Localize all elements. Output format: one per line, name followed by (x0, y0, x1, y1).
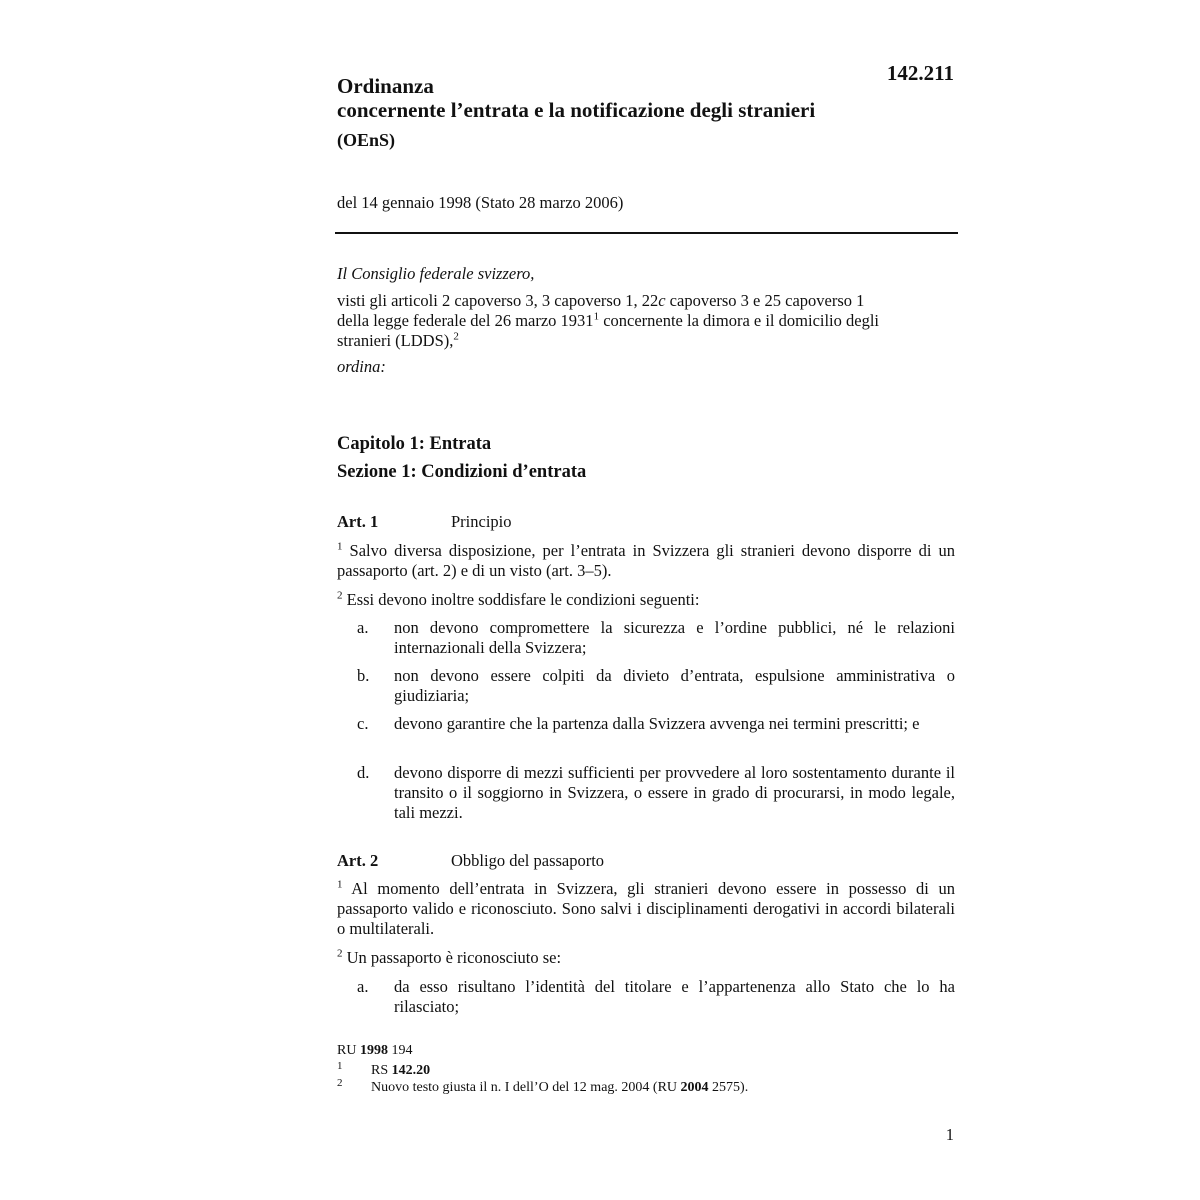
title-abbreviation: (OEnS) (337, 130, 396, 150)
footnote-ru-reference: RU 1998 194 (337, 1043, 413, 1058)
ingress-author: Il Consiglio federale svizzero, (337, 264, 535, 283)
article-number: Art. 2 (337, 851, 379, 870)
article-number: Art. 1 (337, 512, 379, 531)
article-1-paragraph-2: $^2$ Essi devono inoltre soddisfare le condizioni seguenti: (337, 589, 700, 609)
article-2-heading (337, 851, 604, 871)
document-title (337, 74, 937, 122)
basis-line-3: stranieri (LDDS),$^2$ (337, 330, 459, 350)
footnote-ref-2[interactable]: 2 (453, 330, 459, 343)
document-page: 142.211 Ordinanza concernente l’entrata e la notificazione degli stranieri (OEnS) del 14 gennaio 1998 (Stato 28 marzo 2006) Il Consiglio federale svizzero, visti gli articoli 2 capoverso 3, 3 capoverso 1, 22c capoverso 3 e 25 capoverso 1 della legge federale del 26 marzo 1931$^1$ concernente la dimora e il domicilio degli stranieri (LDDS),$^2$ ordina: Capitolo 1: Entrata Sezione 1: Condizioni d’entrata Art. 1 Principio $^1$ Salvo diversa disposizione, per l’entrata in Svizzera gli stranieri devono disporre di un passaporto (art. 2) e di un visto (art. 3–5). $^2$ Essi devono inoltre soddisfare le condizioni seguenti: a. non devono compromettere la sicurezza e l’ordine pubblici, né le relazioni internazionali della Svizzera; b. non devono essere colpiti da divieto d’entrata, espulsione amministrativa o giudiziaria; c. devono garantire che la partenza dalla Svizzera avvenga nei termini prescritti; e d. devono disporre di mezzi sufficienti per provvedere al loro sostentamento durante il transito o il soggiorno in Svizzera, o essere in grado di procurarsi, in modo legale, tali mezzi. Art. 2 Obbligo del passaporto $^1$ Al momento dell’entrata in Svizzera, gli stranieri devono essere in possesso di un passaporto valido e riconosciuto. Sono salvi i disciplinamenti derogativi in accordi bilaterali o multilaterali. $^2$ Un passaporto è riconosciuto se: a. da esso risultano l’identità del titolare e l’appartenenza allo Stato che lo ha rilasciato; RU 1998 194 1 RS 142.20 2 Nuovo testo giusta il n. I dell’O del 12 mag. 2004 (RU 2004 2575). 1 (0, 0, 1200, 1200)
footnote-ref-1[interactable]: 1 (593, 310, 600, 323)
article-2-paragraph-1: $^1$ Al momento dell’entrata in Svizzera, gli stranieri devono essere in possesso di un passaporto valido e riconosciuto. Sono salvi i disciplinamenti derogativi in accordi bilaterali o multilaterali. (337, 878, 955, 938)
sr-number: 142.211 (886, 61, 954, 85)
section-heading: Sezione 1: Condizioni d’entrata (337, 462, 587, 482)
ingress-legal-basis (337, 291, 957, 351)
article-1-paragraph-1: $^1$ Salvo diversa disposizione, per l’entrata in Svizzera gli stranieri devono disporre di un passaporto (art. 2) e di un visto (art. 3–5). (337, 540, 955, 580)
article-2-paragraph-2: $^2$ Un passaporto è riconosciuto se: (337, 947, 562, 967)
chapter-heading: Capitolo 1: Entrata (337, 434, 492, 454)
ingress-order: ordina: (337, 357, 386, 376)
header-divider (335, 232, 958, 234)
title-line-1: Ordinanza (337, 74, 434, 98)
title-line-2: concernente l’entrata e la notificazione degli stranieri (337, 98, 816, 122)
basis-line-2: della legge federale del 26 marzo 1931$^1$ concernente la dimora e il domicilio degli (337, 310, 880, 330)
article-title: Obbligo del passaporto (451, 851, 605, 870)
date-line: del 14 gennaio 1998 (Stato 28 marzo 2006) (337, 193, 624, 212)
article-title: Principio (451, 512, 512, 531)
article-1-heading (337, 512, 512, 532)
basis-line-1: visti gli articoli 2 capoverso 3, 3 capoverso 1, 22c capoverso 3 e 25 capoverso 1 (337, 291, 865, 310)
page-number: 1 (945, 1125, 954, 1144)
